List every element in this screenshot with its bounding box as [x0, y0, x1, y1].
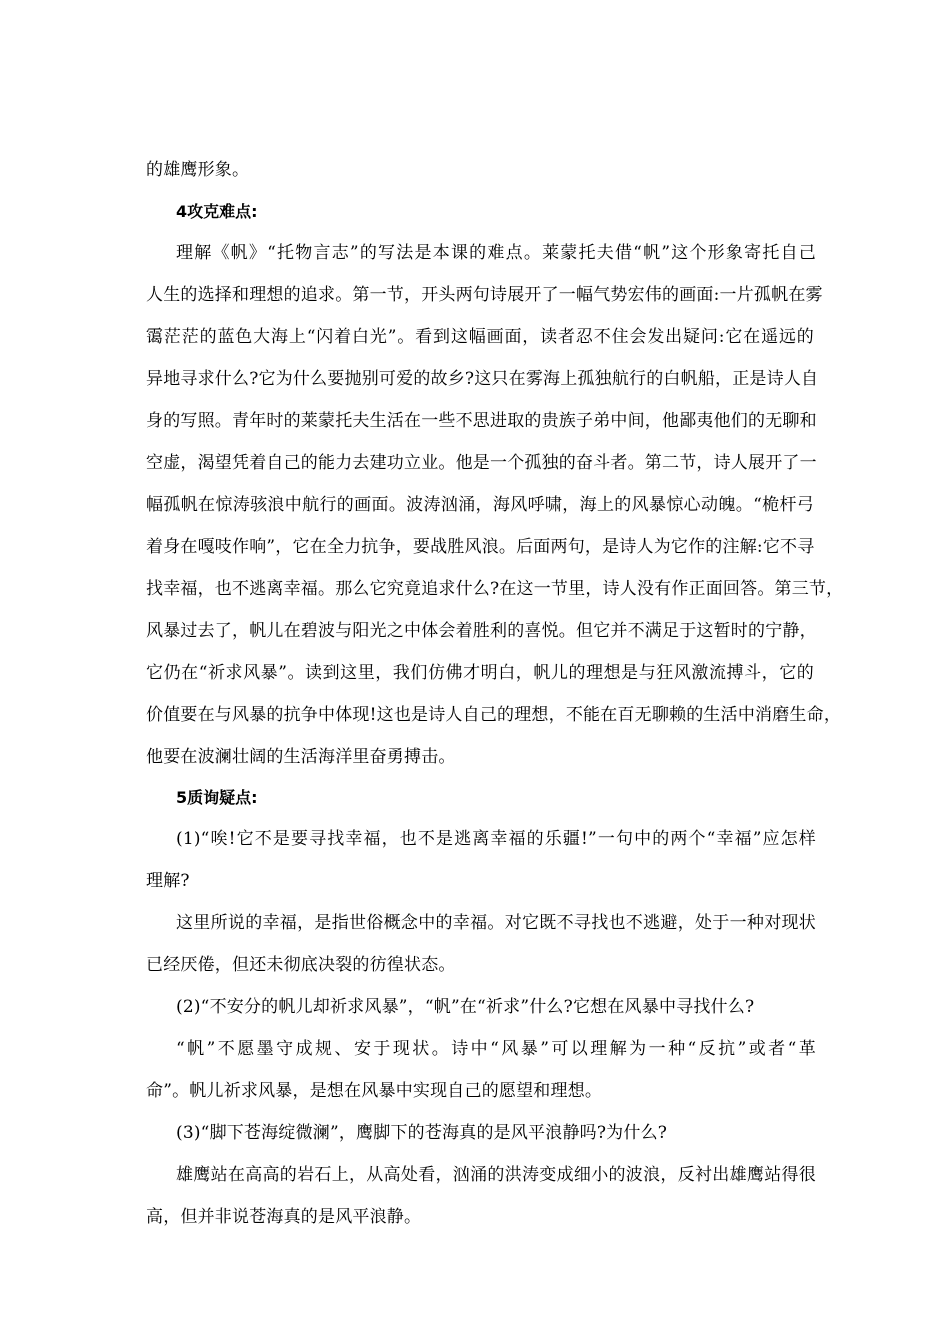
paragraph-line: 价值要在与风暴的抗争中体现!这也是诗人自己的理想，不能在百无聊赖的生活中消磨生命， — [146, 705, 842, 725]
section-heading-5: 5质询疑点: — [176, 788, 258, 807]
question-line: (3)“脚下苍海绽微澜”，鹰脚下的苍海真的是风平浪静吗?为什么? — [176, 1123, 668, 1143]
paragraph-line: 空虚，渴望凭着自己的能力去建功立业。他是一个孤独的奋斗者。第二节，诗人展开了一 — [146, 453, 817, 473]
paragraph-line: 身的写照。青年时的莱蒙托夫生活在一些不思进取的贵族子弟中间，他鄙夷他们的无聊和 — [146, 411, 817, 431]
answer-line: 雄鹰站在高高的岩石上，从高处看，汹涌的洪涛变成细小的波浪，反衬出雄鹰站得很 — [176, 1165, 816, 1185]
paragraph-line: 它仍在“祈求风暴”。读到这里，我们仿佛才明白，帆儿的理想是与狂风激流搏斗，它的 — [146, 663, 814, 683]
question-line: 理解? — [146, 871, 190, 891]
answer-line: 高，但并非说苍海真的是风平浪静。 — [146, 1207, 422, 1227]
question-line: (1)“唉!它不是要寻找幸福，也不是逃离幸福的乐疆!”一句中的两个“幸福”应怎样 — [176, 829, 816, 849]
answer-line: “帆”不愿墨守成规、安于现状。诗中“风暴”可以理解为一种“反抗”或者“革 — [176, 1039, 816, 1059]
answer-line: 命”。帆儿祈求风暴，是想在风暴中实现自己的愿望和理想。 — [146, 1081, 603, 1101]
paragraph-line: 找幸福，也不逃离幸福。那么它究竟追求什么?在这一节里，诗人没有作正面回答。第三节， — [146, 579, 844, 599]
paragraph-line: 着身在嘎吱作响”，它在全力抗争，要战胜风浪。后面两句，是诗人为它作的注解:它不寻 — [146, 537, 815, 557]
paragraph-line: 幅孤帆在惊涛骇浪中航行的画面。波涛汹涌，海风呼啸，海上的风暴惊心动魄。“桅杆弓 — [146, 495, 814, 515]
answer-line: 已经厌倦，但还未彻底决裂的彷徨状态。 — [146, 955, 456, 975]
question-line: (2)“不安分的帆儿却祈求风暴”，“帆”在“祈求”什么?它想在风暴中寻找什么? — [176, 997, 755, 1017]
paragraph-line: 的雄鹰形象。 — [146, 160, 250, 180]
paragraph-line: 异地寻求什么?它为什么要抛别可爱的故乡?这只在雾海上孤独航行的白帆船，正是诗人自 — [146, 369, 819, 389]
paragraph-line: 理解《帆》“托物言志”的写法是本课的难点。莱蒙托夫借“帆”这个形象寄托自己 — [176, 243, 816, 263]
paragraph-line: 人生的选择和理想的追求。第一节，开头两句诗展开了一幅气势宏伟的画面:一片孤帆在雾 — [146, 285, 823, 305]
section-heading-4: 4攻克难点: — [176, 202, 258, 221]
paragraph-line: 风暴过去了，帆儿在碧波与阳光之中体会着胜利的喜悦。但它并不满足于这暂时的宁静， — [146, 621, 817, 641]
paragraph-line: 他要在波澜壮阔的生活海洋里奋勇搏击。 — [146, 747, 456, 767]
paragraph-line: 霭茫茫的蓝色大海上“闪着白光”。看到这幅画面，读者忍不住会发出疑问:它在遥远的 — [146, 327, 814, 347]
answer-line: 这里所说的幸福，是指世俗概念中的幸福。对它既不寻找也不逃避，处于一种对现状 — [176, 913, 816, 933]
